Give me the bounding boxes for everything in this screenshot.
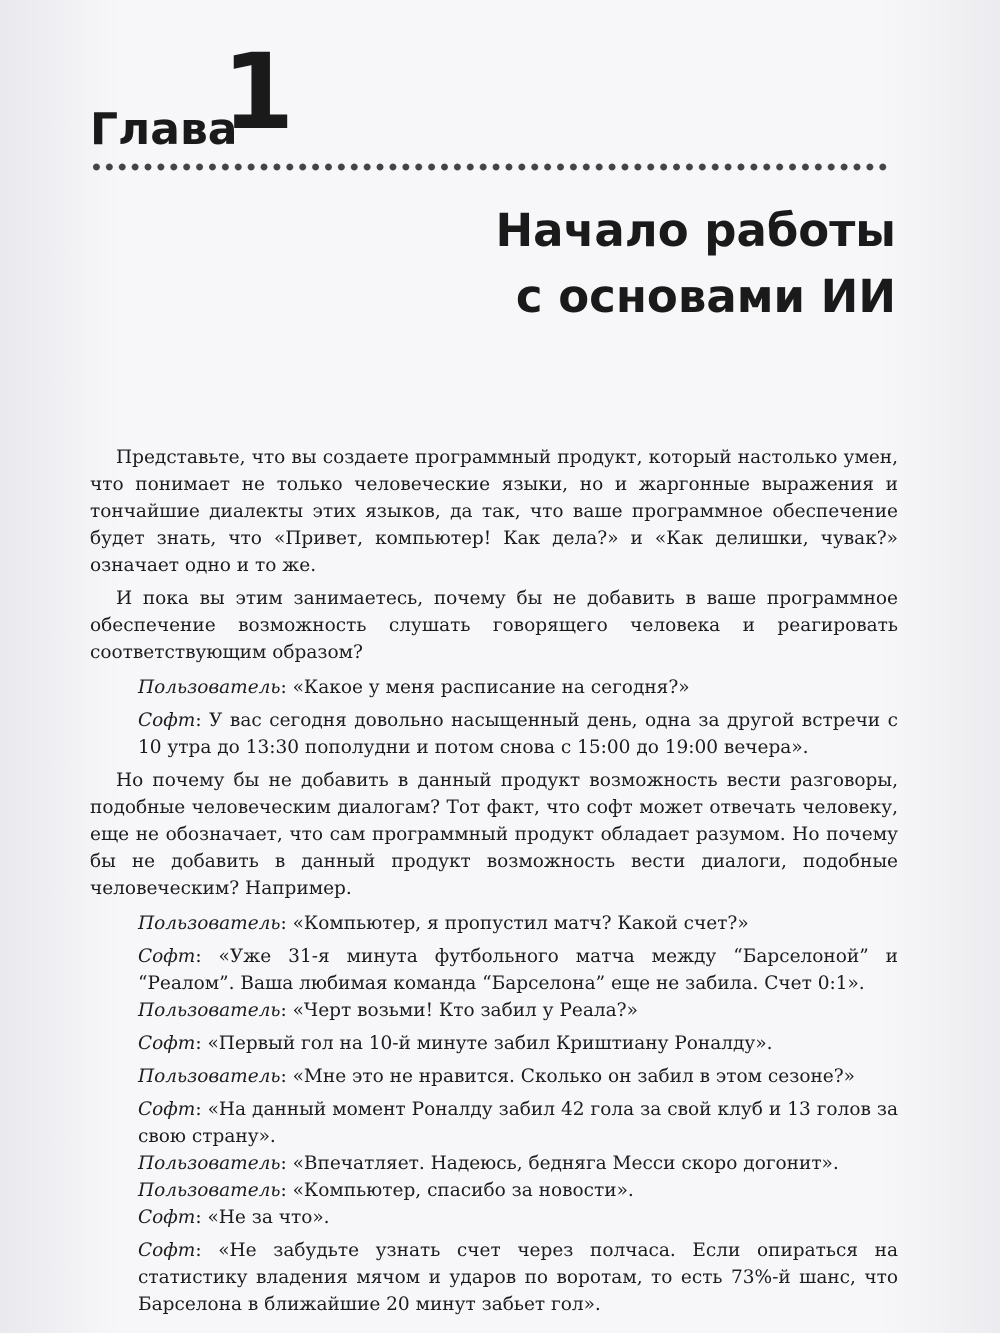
dialog-text: : «Мне это не нравится. Сколько он забил в этом сезоне?» [280, 1066, 855, 1087]
dialog-line [90, 997, 898, 1024]
dotted-divider [90, 162, 890, 172]
paragraph: Представьте, что вы создаете программный продукт, который настолько умен, что понимает не только человеческие языки, но и жаргонные выражения и тончайшие диалекты этих языков, да так, что ваше программное обеспечение будет знать, что «Привет, компьютер! Как дела?» и «Как делишки, чувак?» означает одно и то же. [90, 447, 898, 576]
speaker-label: Пользователь [138, 1066, 281, 1087]
paragraph: Но почему бы не добавить в данный продукт возможность вести разговоры, подобные человеческим диалогам? Тот факт, что софт может отвечать человеку, еще не обозначает, что сам программный продукт обладает разумом. Но почему бы не добавить в данный продукт возможность вести диалоги, подобные человеческим? Например. [90, 770, 898, 899]
chapter-label: Глава [90, 104, 238, 155]
dialog-text: : «Не забудьте узнать счет через полчаса. Если опираться на статистику владения мячом и ударов по воротам, то есть 73%-й шанс, что Барселона в ближайшие 20 минут забьет гол». [138, 1240, 898, 1315]
dialog-line [90, 910, 898, 937]
speaker-label: Пользователь [138, 913, 281, 934]
dialog-line [90, 1150, 898, 1177]
dialog-line [90, 707, 898, 761]
speaker-label: Пользователь [138, 1180, 281, 1201]
dialog-text: : У вас сегодня довольно насыщенный день, одна за другой встречи с 10 утра до 13:30 пополудни и потом снова с 15:00 до 19:00 вечера». [138, 710, 898, 758]
speaker-label: Софт [138, 1207, 196, 1228]
dialog-line [90, 1096, 898, 1150]
dialog-text: : «Какое у меня расписание на сегодня?» [280, 677, 690, 698]
dialog-text: : «На данный момент Роналду забил 42 гола за свой клуб и 13 голов за свою страну». [138, 1099, 898, 1147]
speaker-label: Софт [138, 946, 196, 967]
dialog-line [90, 943, 898, 997]
dialog-line [90, 1030, 898, 1057]
dialog-line [90, 1237, 898, 1318]
body-text [90, 444, 898, 1318]
dialog-text: : «Компьютер, спасибо за новости». [280, 1180, 634, 1201]
dialog-text: : «Черт возьми! Кто забил у Реала?» [280, 1000, 638, 1021]
dialog-line [90, 674, 898, 701]
chapter-title-line-2: с основами ИИ [515, 270, 896, 323]
speaker-label: Софт [138, 1099, 196, 1120]
chapter-title-line-1: Начало работы [495, 204, 896, 257]
paragraph: И пока вы этим занимаетесь, почему бы не добавить в ваше программное обеспечение возможность слушать говорящего человека и реагировать соответствующим образом? [90, 588, 898, 663]
speaker-label: Софт [138, 1033, 196, 1054]
dialog-line [90, 1177, 898, 1204]
dialog-line [90, 1063, 898, 1090]
speaker-label: Софт [138, 710, 196, 731]
chapter-number: 1 [222, 31, 295, 153]
dialog-text: : «Компьютер, я пропустил матч? Какой счет?» [280, 913, 749, 934]
dialog-text: : «Впечатляет. Надеюсь, бедняга Месси скоро догонит». [280, 1153, 839, 1174]
speaker-label: Пользователь [138, 677, 281, 698]
speaker-label: Пользователь [138, 1000, 281, 1021]
speaker-label: Пользователь [138, 1153, 281, 1174]
chapter-title [495, 198, 896, 330]
dialog-text: : «Первый гол на 10-й минуте забил Криштиану Роналду». [195, 1033, 773, 1054]
dialog-line [90, 1204, 898, 1231]
dialog-text: : «Уже 31-я минута футбольного матча между “Барселоной” и “Реалом”. Ваша любимая команда “Барселона” еще не забила. Счет 0:1». [138, 946, 898, 994]
speaker-label: Софт [138, 1240, 196, 1261]
dialog-text: : «Не за что». [195, 1207, 330, 1228]
